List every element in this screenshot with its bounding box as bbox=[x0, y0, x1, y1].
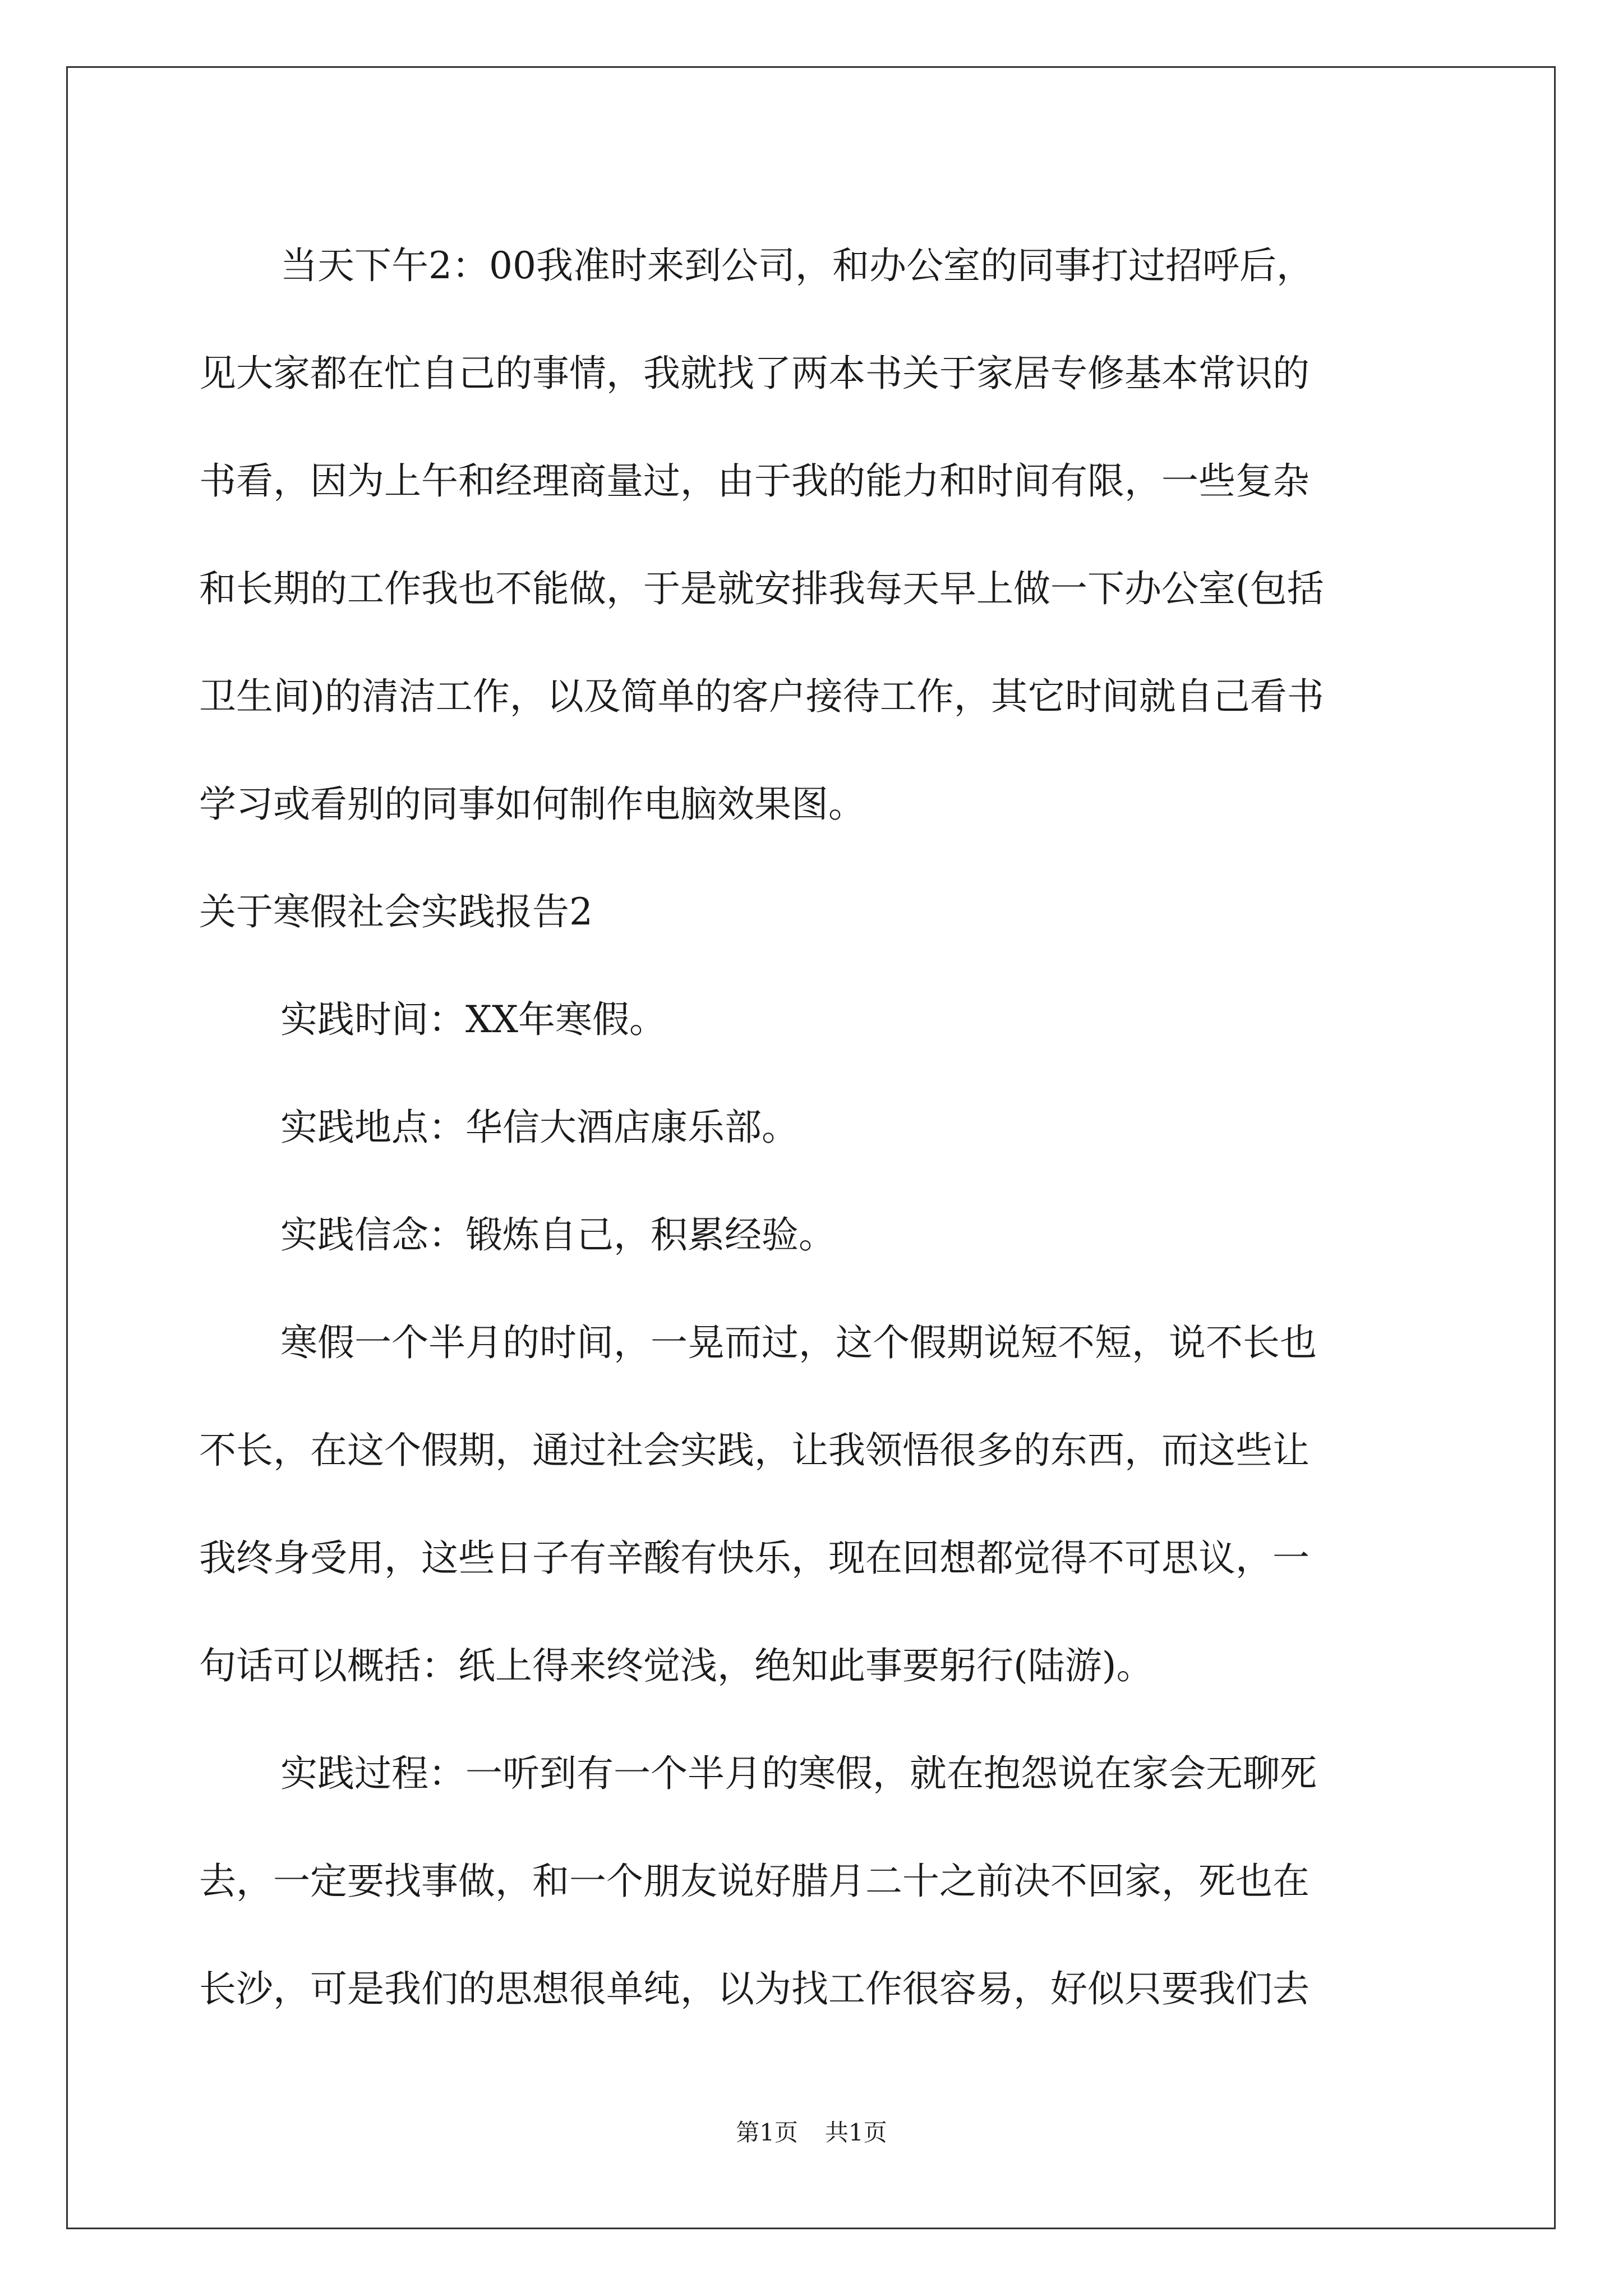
text-line: 当天下午2：00我准时来到公司，和办公室的同事打过招呼后， bbox=[280, 244, 1313, 287]
section-heading: 关于寒假社会实践报告2 bbox=[199, 890, 593, 933]
page-total: 共1页 bbox=[825, 2119, 887, 2146]
text-line: 学习或看别的同事如何制作电脑效果图。 bbox=[199, 783, 865, 826]
text-line: 实践过程：一听到有一个半月的寒假，就在抱怨说在家会无聊死 bbox=[280, 1752, 1317, 1795]
text-line: 不长，在这个假期，通过社会实践，让我领悟很多的东西，而这些让 bbox=[199, 1429, 1310, 1472]
text-line: 书看，因为上午和经理商量过，由于我的能力和时间有限，一些复杂 bbox=[199, 459, 1310, 503]
text-line: 实践信念：锻炼自己，积累经验。 bbox=[280, 1213, 836, 1257]
text-line: 长沙，可是我们的思想很单纯，以为找工作很容易，好似只要我们去 bbox=[199, 1967, 1310, 2010]
document-body bbox=[199, 212, 1433, 2043]
text-line: 实践时间：XX年寒假。 bbox=[280, 998, 666, 1041]
page-footer bbox=[0, 2116, 1623, 2150]
page-number: 第1页 bbox=[736, 2119, 798, 2146]
text-line: 见大家都在忙自己的事情，我就找了两本书关于家居专修基本常识的 bbox=[199, 352, 1310, 395]
text-line: 去，一定要找事做，和一个朋友说好腊月二十之前决不回家，死也在 bbox=[199, 1860, 1310, 1903]
text-line: 寒假一个半月的时间，一晃而过，这个假期说短不短，说不长也 bbox=[280, 1321, 1317, 1364]
text-line: 句话可以概括：纸上得来终觉浅，绝知此事要躬行(陆游)。 bbox=[199, 1644, 1154, 1687]
text-line: 我终身受用，这些日子有辛酸有快乐，现在回想都觉得不可思议，一 bbox=[199, 1536, 1310, 1580]
text-line: 和长期的工作我也不能做，于是就安排我每天早上做一下办公室(包括 bbox=[199, 567, 1324, 610]
text-line: 实践地点：华信大酒店康乐部。 bbox=[280, 1106, 799, 1149]
text-line: 卫生间)的清洁工作，以及简单的客户接待工作，其它时间就自己看书 bbox=[199, 675, 1324, 718]
